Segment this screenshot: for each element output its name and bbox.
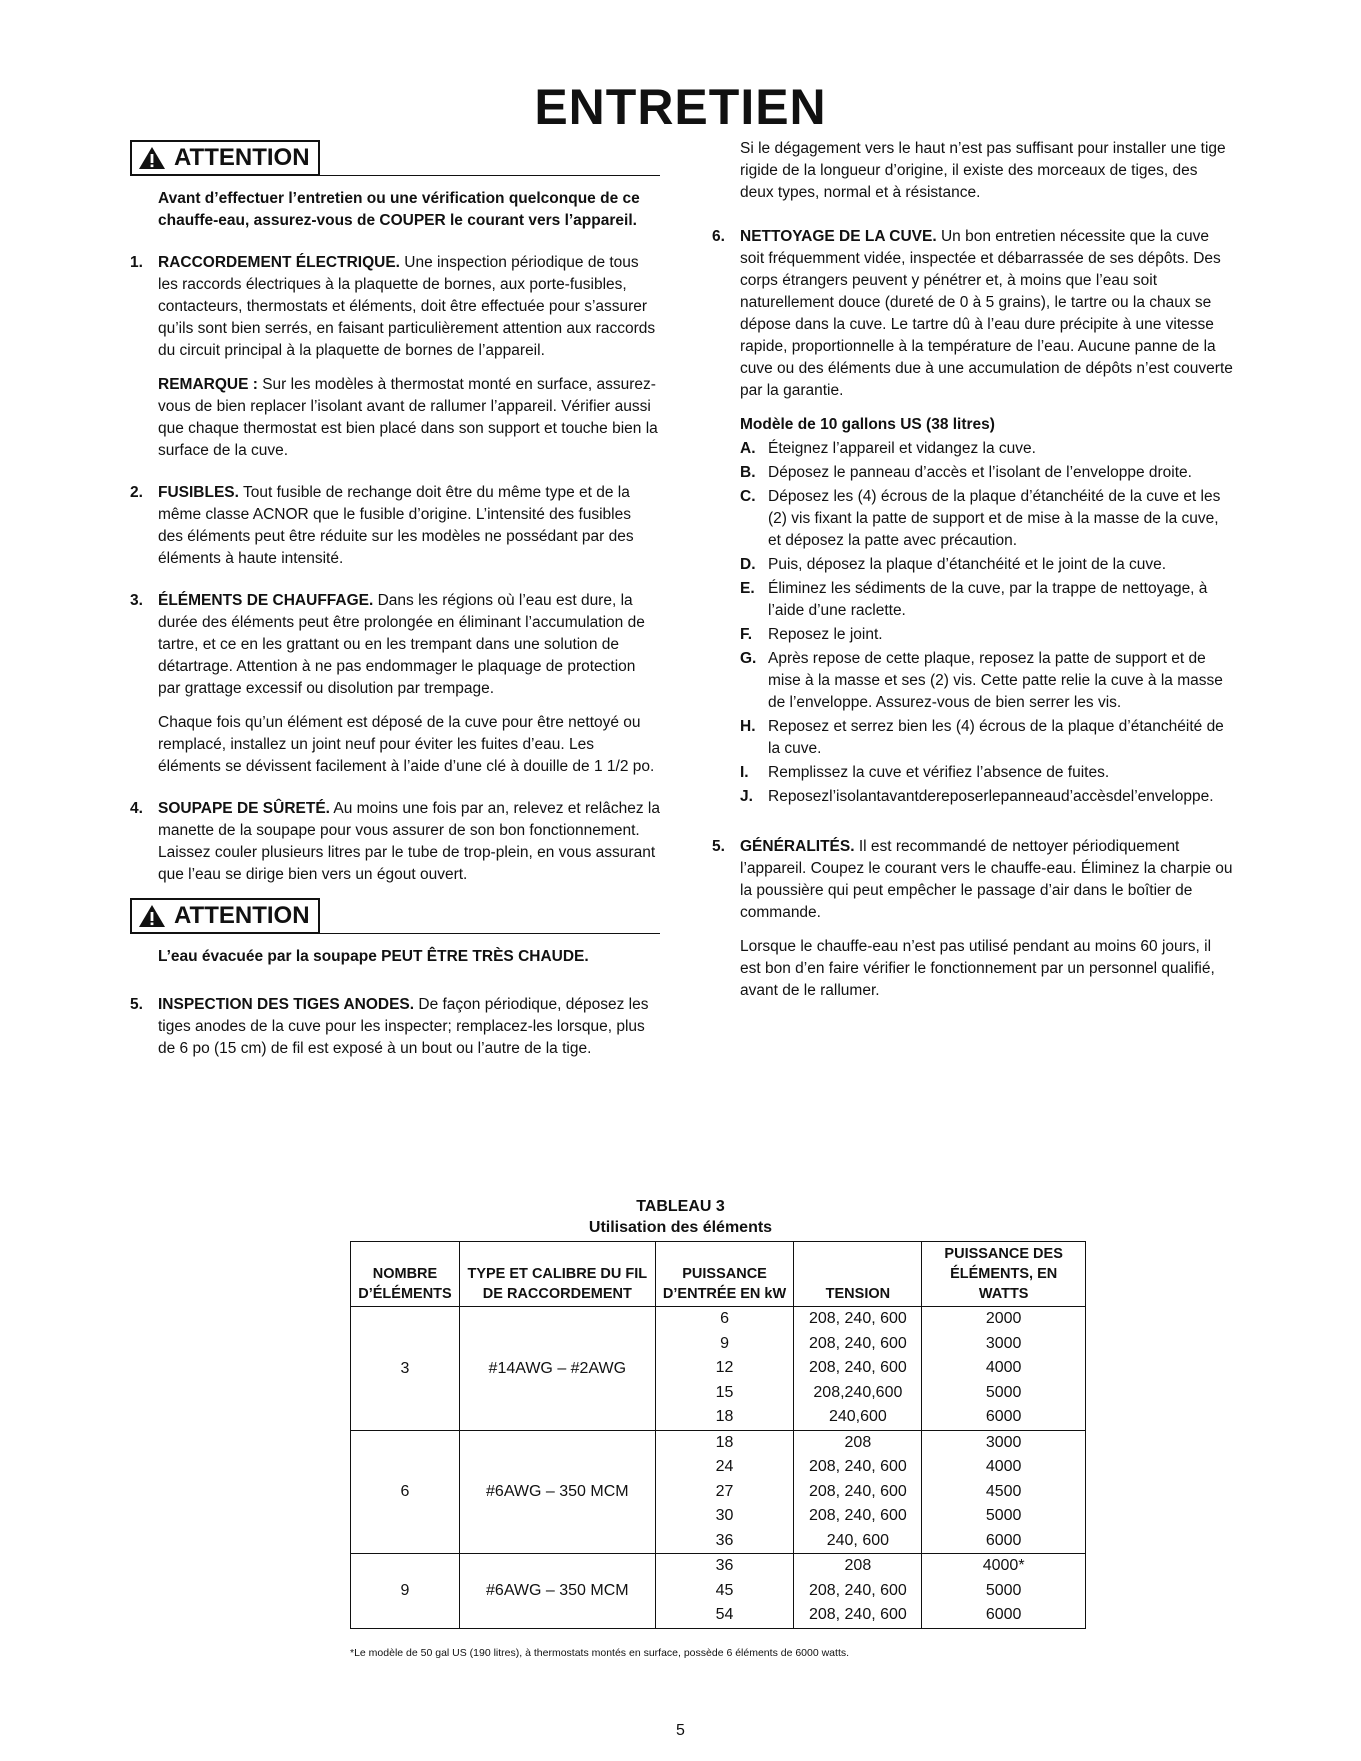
item-text: De façon périodique, déposez les tiges anodes de la cuve pour les inspecter; remplacez-les lorsque, plus de 6 po (15 cm) de fil est exposé à un bout ou l’autre de la tige. — [158, 996, 649, 1057]
item-number: 1. — [130, 254, 143, 271]
item-fuses — [130, 482, 660, 570]
watts-value: 6000 — [985, 1606, 1022, 1623]
table-row — [351, 1430, 1086, 1554]
item-heading: SOUPAPE DE SÛRETÉ. — [158, 800, 330, 817]
step-item — [740, 438, 1235, 460]
attention-header-2 — [130, 898, 660, 934]
model-subheading: Modèle de 10 gallons US (38 litres) — [740, 416, 995, 433]
step-letter: H. — [740, 718, 756, 735]
step-letter: D. — [740, 556, 756, 573]
cell-count: 6 — [351, 1430, 460, 1554]
table-row — [351, 1307, 1086, 1431]
right-column — [712, 138, 1235, 1022]
warning-text: Avant d’effectuer l’entretien ou une vérification quelconque de ce chauffe-eau, assurez-vous de COUPER le courant vers l’appareil. — [158, 190, 640, 229]
item-heading: NETTOYAGE DE LA CUVE. — [740, 228, 937, 245]
note-paragraph — [158, 374, 660, 462]
item-tank-cleaning — [712, 226, 1235, 808]
item-text: Tout fusible de rechange doit être du même type et de la même classe ACNOR que le fusible d’origine. L’intensité des fusibles des éléments peut être réduite sur les modèles ne possédant par des éléments à haute intensité. — [158, 484, 634, 567]
item-paragraph — [740, 226, 1235, 402]
item-paragraph-2: Chaque fois qu’un élément est déposé de la cuve pour être nettoyé ou remplacé, installez un joint neuf pour éviter les fuites d’eau. Les éléments se dévissent facilement à l’aide d’une clé à douille de 1 1/2 po. — [158, 714, 655, 775]
item-heading: INSPECTION DES TIGES ANODES. — [158, 996, 415, 1013]
step-letter: C. — [740, 488, 756, 505]
header-puissance: PUISSANCE D’ENTRÉE EN kW — [655, 1242, 794, 1307]
attention-header — [130, 140, 660, 176]
kw-value: 36 — [715, 1557, 734, 1574]
warning-triangle-icon — [138, 904, 166, 928]
item-number: 5. — [130, 996, 143, 1013]
item-anode-rods — [130, 994, 660, 1060]
watts-value: 5000 — [985, 1507, 1022, 1524]
voltage-value: 208, 240, 600 — [808, 1581, 907, 1599]
cell-watts — [922, 1554, 1086, 1629]
watts-value: 6000 — [985, 1531, 1022, 1549]
step-letter: B. — [740, 464, 756, 481]
kw-value: 12 — [715, 1359, 734, 1376]
cell-wire: #6AWG – 350 MCM — [459, 1430, 655, 1554]
watts-value: 3000 — [985, 1334, 1022, 1352]
step-letter: F. — [740, 626, 753, 643]
item-heading: ÉLÉMENTS DE CHAUFFAGE. — [158, 592, 374, 609]
header-nombre: NOMBRE D’ÉLÉMENTS — [351, 1242, 460, 1307]
watts-value: 4000 — [985, 1458, 1022, 1475]
voltage-value: 208, 240, 600 — [808, 1310, 907, 1327]
note-label: REMARQUE : — [158, 376, 258, 393]
voltage-value: 240, 600 — [826, 1531, 890, 1549]
attention-label: ATTENTION — [174, 144, 310, 171]
step-text: Reposez et serrez bien les (4) écrous de la plaque d’étanchéité de la cuve. — [768, 718, 1224, 757]
item-text: Dans les régions où l’eau est dure, la durée des éléments peut être prolongée en éliminant l’accumulation de tartre, et ce en les grattant ou en les trempant dans une solution de détartrage. Attention à ne pas endommager le plaquage de protection par grattage excessif ou disolution par trempage. — [158, 592, 645, 697]
attention-rule — [320, 933, 660, 934]
step-letter: I. — [740, 764, 749, 781]
item-heating-elements — [130, 590, 660, 778]
step-text: Déposez les (4) écrous de la plaque d’étanchéité de la cuve et les (2) vis fixant la patte de support et de mise à la masse de la cuve, et déposez la patte avec précaution. — [768, 488, 1221, 549]
cell-kw — [655, 1430, 794, 1554]
attention-label: ATTENTION — [174, 902, 310, 929]
header-tension: TENSION — [794, 1242, 922, 1307]
item-relief-valve — [130, 798, 660, 886]
cell-count: 3 — [351, 1307, 460, 1431]
kw-value: 9 — [720, 1334, 730, 1352]
step-text: Éliminez les sédiments de la cuve, par la trappe de nettoyage, à l’aide d’une raclette. — [768, 580, 1208, 619]
table-header-row — [351, 1242, 1086, 1307]
item-heading: FUSIBLES. — [158, 484, 239, 501]
step-item — [740, 554, 1235, 576]
voltage-value: 208, 240, 600 — [808, 1334, 907, 1352]
item-number: 4. — [130, 800, 143, 817]
step-text: Reposez le joint. — [768, 626, 883, 643]
voltage-value: 208, 240, 600 — [808, 1482, 907, 1500]
item-paragraph — [740, 836, 1235, 924]
header-watts: PUISSANCE DES ÉLÉMENTS, EN WATTS — [922, 1242, 1086, 1307]
cell-count: 9 — [351, 1554, 460, 1629]
warning-triangle-icon — [138, 146, 166, 170]
kw-value: 54 — [715, 1606, 734, 1623]
kw-value: 27 — [715, 1482, 734, 1500]
voltage-value: 208, 240, 600 — [808, 1458, 907, 1475]
step-item — [740, 578, 1235, 622]
watts-value: 4000 — [985, 1359, 1022, 1376]
cleaning-steps — [740, 438, 1235, 808]
table-title: TABLEAU 3 — [636, 1198, 725, 1215]
item-number: 3. — [130, 592, 143, 609]
cell-watts — [922, 1430, 1086, 1554]
cell-wire: #14AWG – #2AWG — [459, 1307, 655, 1431]
kw-value: 6 — [720, 1310, 730, 1327]
voltage-value: 208, 240, 600 — [808, 1359, 907, 1376]
item-paragraph — [158, 252, 660, 362]
table-footnote: *Le modèle de 50 gal US (190 litres), à thermostats montés en surface, possède 6 éléments de 6000 watts. — [350, 1647, 850, 1659]
item-heading: GÉNÉRALITÉS. — [740, 838, 855, 855]
page-number: 5 — [676, 1722, 685, 1739]
table-subtitle: Utilisation des éléments — [588, 1219, 773, 1236]
cell-wire: #6AWG – 350 MCM — [459, 1554, 655, 1629]
step-text: Reposezl’isolantavantdereposerlepanneaud’accèsdel’enveloppe. — [768, 788, 1214, 805]
item-number: 2. — [130, 484, 143, 501]
step-text: Remplissez la cuve et vérifiez l’absence de fuites. — [768, 764, 1110, 781]
item-paragraph — [158, 994, 660, 1060]
step-item — [740, 462, 1235, 484]
step-text: Puis, déposez la plaque d’étanchéité et le joint de la cuve. — [768, 556, 1167, 573]
voltage-value: 208,240,600 — [813, 1383, 903, 1401]
cell-voltage — [794, 1430, 922, 1554]
voltage-value: 240,600 — [828, 1408, 887, 1425]
watts-value: 4000* — [982, 1557, 1025, 1574]
left-column — [130, 140, 660, 1080]
item-paragraph — [158, 590, 660, 700]
kw-value: 18 — [715, 1408, 734, 1425]
voltage-value: 208 — [844, 1557, 872, 1574]
cell-kw — [655, 1307, 794, 1431]
item-paragraph — [158, 798, 660, 886]
kw-value: 18 — [715, 1433, 734, 1451]
item-text: Au moins une fois par an, relevez et relâchez la manette de la soupape pour vous assurer de son bon fonctionnement. Laissez couler plusieurs litres par le tube de trop-plein, en vous assurant que l’eau se dirige bien vers un égout ouvert. — [158, 800, 660, 883]
cell-watts — [922, 1307, 1086, 1431]
attention-rule — [320, 175, 660, 176]
table-row — [351, 1554, 1086, 1629]
watts-value: 4500 — [985, 1482, 1022, 1500]
elements-table — [350, 1241, 1086, 1629]
item-text: Une inspection périodique de tous les raccords électriques à la plaquette de bornes, aux porte-fusibles, contacteurs, thermostats et éléments, doit être effectuée pour s’assurer qu’ils sont bien serrés, en faisant particulièrement attention aux raccords du circuit principal à la plaquette de bornes de l’appareil. — [158, 254, 656, 359]
cell-voltage — [794, 1554, 922, 1629]
step-item — [740, 716, 1235, 760]
step-letter: E. — [740, 580, 755, 597]
watts-value: 2000 — [985, 1310, 1022, 1327]
watts-value: 6000 — [985, 1408, 1022, 1425]
watts-value: 5000 — [985, 1383, 1022, 1401]
step-text: Après repose de cette plaque, reposez la patte de support et de mise à la masse et ses (2) vis. Cette patte relie la cuve à la masse de l’enveloppe. Assurez-vous de bien serrer les vis. — [768, 650, 1223, 711]
anode-continuation: Si le dégagement vers le haut n’est pas suffisant pour installer une tige rigide de la longueur d’origine, il existe des morceaux de tiges, des deux types, normal et à résistance. — [740, 140, 1226, 201]
kw-value: 30 — [715, 1507, 734, 1524]
voltage-value: 208, 240, 600 — [808, 1606, 907, 1623]
step-item — [740, 762, 1235, 784]
item-general — [712, 836, 1235, 1002]
watts-value: 3000 — [985, 1433, 1022, 1451]
item-text: Un bon entretien nécessite que la cuve soit fréquemment vidée, inspectée et débarrassée de ses dépôts. Des corps étrangers peuvent y pénétrer et, à moins que l’eau soit naturellement douce (dureté de 0 à 5 grains), le tartre ou la chaux se dépose dans la cuve. Le tartre dû à l’eau dure précipite à une vitesse rapide, proportionnelle à la température de l’eau. Aucune panne de la cuve ou des éléments due à une accumulation de dépôts n’est couverte par la garantie. — [740, 228, 1233, 399]
page-title: ENTRETIEN — [534, 79, 827, 135]
item-number: 5. — [712, 838, 725, 855]
watts-value: 5000 — [985, 1581, 1022, 1599]
step-item — [740, 624, 1235, 646]
kw-value: 15 — [715, 1383, 734, 1401]
warning-text-2: L’eau évacuée par la soupape PEUT ÊTRE TRÈS CHAUDE. — [158, 948, 589, 965]
step-item — [740, 786, 1235, 808]
kw-value: 36 — [715, 1531, 734, 1549]
voltage-value: 208, 240, 600 — [808, 1507, 907, 1524]
item-paragraph — [158, 482, 660, 570]
step-text: Éteignez l’appareil et vidangez la cuve. — [768, 440, 1036, 457]
item-text: Il est recommandé de nettoyer périodiquement l’appareil. Coupez le courant vers le chauffe-eau. Éliminez la charpie ou la poussière qui peut empêcher le passage d’air dans le boîtier de commande. — [740, 838, 1233, 921]
cell-kw — [655, 1554, 794, 1629]
item-paragraph-2: Lorsque le chauffe-eau n’est pas utilisé pendant au moins 60 jours, il est bon d’en faire vérifier le fonctionnement par un personnel qualifié, avant de le rallumer. — [740, 938, 1215, 999]
step-item — [740, 648, 1235, 714]
voltage-value: 208 — [844, 1433, 872, 1451]
attention-box — [130, 898, 320, 934]
kw-value: 24 — [715, 1458, 734, 1475]
note-text: Sur les modèles à thermostat monté en surface, assurez-vous de bien replacer l’isolant avant de rallumer l’appareil. Vérifier aussi que chaque thermostat est bien placé dans son support et touche bien la surface de la cuve. — [158, 376, 658, 459]
cell-voltage — [794, 1307, 922, 1431]
item-heading: RACCORDEMENT ÉLECTRIQUE. — [158, 254, 400, 271]
step-text: Déposez le panneau d’accès et l’isolant de l’enveloppe droite. — [768, 464, 1192, 481]
header-type: TYPE ET CALIBRE DU FIL DE RACCORDEMENT — [459, 1242, 655, 1307]
step-letter: A. — [740, 440, 756, 457]
step-letter: G. — [740, 650, 757, 667]
item-number: 6. — [712, 228, 725, 245]
step-item — [740, 486, 1235, 552]
item-electrical — [130, 252, 660, 462]
attention-box — [130, 140, 320, 176]
kw-value: 45 — [715, 1581, 734, 1599]
step-letter: J. — [740, 788, 753, 805]
